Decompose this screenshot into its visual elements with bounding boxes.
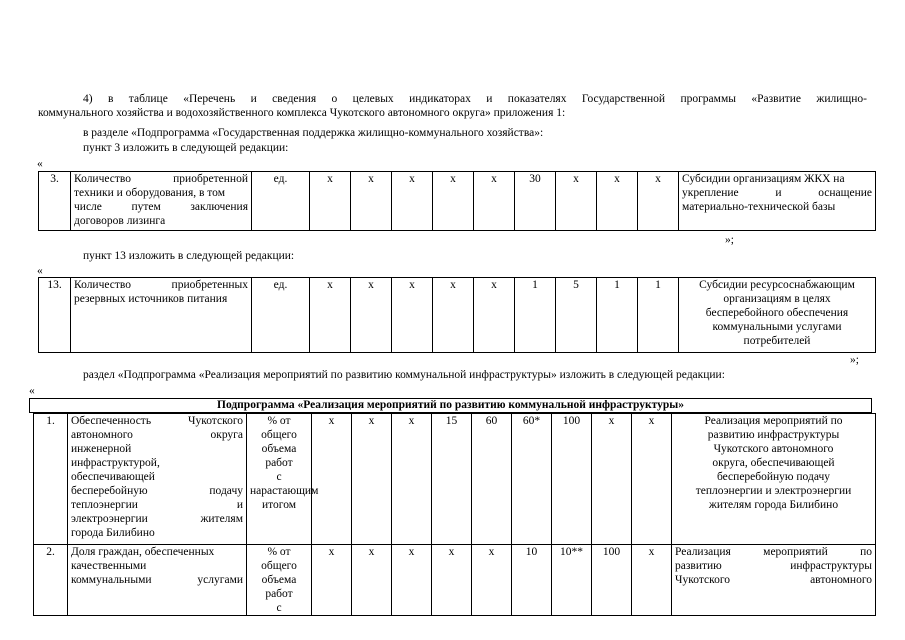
note-line: бесперебойную подачу xyxy=(716,471,831,483)
value-cell: х xyxy=(352,414,392,545)
note-line: потребителей xyxy=(743,335,811,347)
unit-line: объема работ xyxy=(261,574,297,600)
value-cell: х xyxy=(592,414,632,545)
table-row xyxy=(34,414,876,545)
unit-line: % от общего xyxy=(261,546,297,572)
unit xyxy=(247,414,319,545)
note-line: организациям в целях xyxy=(723,293,831,305)
indicator-name-line: техники и оборудования, в том xyxy=(74,187,225,199)
note-line: Реализация мероприятий по xyxy=(704,415,843,427)
value-cell: 1 xyxy=(515,278,556,353)
indicator-name-line: Доля граждан, обеспеченных xyxy=(71,546,215,558)
table-row xyxy=(39,278,876,353)
note-line: укрепление и оснащение xyxy=(682,187,872,199)
note-line: Чукотского автономного xyxy=(675,574,872,586)
unit-line: % от общего xyxy=(261,415,297,441)
value-cell: 15 xyxy=(432,414,472,545)
value-cell: х xyxy=(472,545,512,616)
row-number: 2. xyxy=(34,545,68,616)
indicator-name-line: Количество приобретенной xyxy=(74,173,248,185)
closing-quote-2: »; xyxy=(850,354,859,366)
unit xyxy=(247,545,312,616)
indicator-name xyxy=(68,545,247,616)
indicator-name xyxy=(71,278,252,353)
closing-quote-1: »; xyxy=(725,234,734,246)
table-row xyxy=(34,545,876,616)
value-cell: х xyxy=(632,414,672,545)
unit-line: нарастающим xyxy=(250,485,319,497)
value-cell: х xyxy=(392,172,433,231)
note-line: теплоэнергии и электроэнергии xyxy=(695,485,852,497)
value-cell: 100 xyxy=(592,545,632,616)
note-line: Чукотского автономного xyxy=(713,443,834,455)
note-line: материально-технической базы xyxy=(682,201,836,213)
note-line: Субсидии организациям ЖКХ на xyxy=(682,173,845,185)
value-cell: х xyxy=(310,172,351,231)
item-3-paragraph: пункт 3 изложить в следующей редакции: xyxy=(83,142,289,154)
value-cell: х xyxy=(392,414,432,545)
note xyxy=(672,545,876,616)
indicator-name-line: Количество приобретенных xyxy=(74,279,248,291)
unit: ед. xyxy=(252,278,310,353)
note xyxy=(679,278,876,353)
value-cell: 60* xyxy=(512,414,552,545)
item-13-paragraph: пункт 13 изложить в следующей редакции: xyxy=(83,250,295,262)
note xyxy=(679,172,876,231)
note-line: бесперебойного обеспечения xyxy=(705,307,849,319)
row-number: 3. xyxy=(39,172,71,231)
value-cell: х xyxy=(352,545,392,616)
value-cell: х xyxy=(474,172,515,231)
value-cell: 60 xyxy=(472,414,512,545)
subprogram-paragraph: раздел «Подпрограмма «Реализация мероприятий по развитию коммунальной инфраструктуры» изложить в следующей редакции: xyxy=(83,369,725,381)
value-cell: х xyxy=(392,545,432,616)
value-cell: 30 xyxy=(515,172,556,231)
quote-open-1: « xyxy=(37,158,43,170)
table-item-3 xyxy=(38,171,876,231)
indicator-name-line: резервных источников питания xyxy=(74,293,228,305)
value-cell: х xyxy=(632,545,672,616)
note-line: жителям города Билибино xyxy=(708,499,839,511)
table-row xyxy=(30,399,872,413)
value-cell: х xyxy=(433,278,474,353)
value-cell: х xyxy=(556,172,597,231)
unit-line: итогом xyxy=(261,499,297,511)
row-number: 1. xyxy=(34,414,68,545)
value-cell: х xyxy=(312,414,352,545)
intro-paragraph-line-1: 4) в таблице «Перечень и сведения о целевых индикаторах и показателях Государственной программы «Развитие жилищно- xyxy=(83,93,867,105)
indicator-name-line: бесперебойную подачу xyxy=(71,485,243,497)
indicator-name-line: качественными xyxy=(71,560,147,572)
row-number: 13. xyxy=(39,278,71,353)
indicator-name-line: автономного округа xyxy=(71,429,243,441)
value-cell: 5 xyxy=(556,278,597,353)
note-line: развитию инфраструктуры xyxy=(675,560,872,572)
value-cell: х xyxy=(312,545,352,616)
value-cell: х xyxy=(432,545,472,616)
note-line: округа, обеспечивающей xyxy=(712,457,835,469)
indicator-name-line: теплоэнергии и xyxy=(71,499,243,511)
value-cell: 10 xyxy=(512,545,552,616)
quote-open-3: « xyxy=(29,385,35,397)
indicator-name-line: Обеспеченность Чукотского xyxy=(71,415,243,427)
value-cell: х xyxy=(638,172,679,231)
table-row xyxy=(39,172,876,231)
unit: ед. xyxy=(252,172,310,231)
subprogram-title-table xyxy=(29,398,872,413)
unit-line: с xyxy=(276,471,282,483)
note-line: Субсидии ресурсоснабжающим xyxy=(699,279,855,291)
value-cell: х xyxy=(351,278,392,353)
table-item-13 xyxy=(38,277,876,353)
value-cell: х xyxy=(474,278,515,353)
value-cell: х xyxy=(310,278,351,353)
indicator-name-line: обеспечивающей xyxy=(71,471,155,483)
indicator-name-line: города Билибино xyxy=(71,527,155,539)
section-paragraph: в разделе «Подпрограмма «Государственная поддержка жилищно-коммунального хозяйства»: xyxy=(83,127,544,139)
quote-open-2: « xyxy=(37,265,43,277)
note-line: Реализация мероприятий по xyxy=(675,546,872,558)
value-cell: 100 xyxy=(552,414,592,545)
value-cell: 1 xyxy=(638,278,679,353)
table-subprogram xyxy=(33,413,876,616)
indicator-name-line: договоров лизинга xyxy=(74,215,166,227)
note xyxy=(672,414,876,545)
indicator-name-line: коммунальными услугами xyxy=(71,574,243,586)
indicator-name-line: инфраструктурой, xyxy=(71,457,160,469)
indicator-name xyxy=(68,414,247,545)
unit-line: объема работ xyxy=(261,443,297,469)
value-cell: 1 xyxy=(597,278,638,353)
indicator-name-line: инженерной xyxy=(71,443,132,455)
note-line: развитию инфраструктуры xyxy=(707,429,840,441)
subprogram-title: Подпрограмма «Реализация мероприятий по развитию коммунальной инфраструктуры» xyxy=(30,399,872,413)
value-cell: х xyxy=(433,172,474,231)
intro-paragraph-line-2: коммунального хозяйства и водохозяйственного комплекса Чукотского автономного округа» приложения 1: xyxy=(38,107,566,119)
indicator-name xyxy=(71,172,252,231)
indicator-name-line: числе путем заключения xyxy=(74,201,248,213)
value-cell: 10** xyxy=(552,545,592,616)
value-cell: х xyxy=(351,172,392,231)
unit-line: с xyxy=(276,602,282,614)
value-cell: х xyxy=(597,172,638,231)
value-cell: х xyxy=(392,278,433,353)
note-line: коммунальными услугами xyxy=(712,321,842,333)
indicator-name-line: электроэнергии жителям xyxy=(71,513,243,525)
